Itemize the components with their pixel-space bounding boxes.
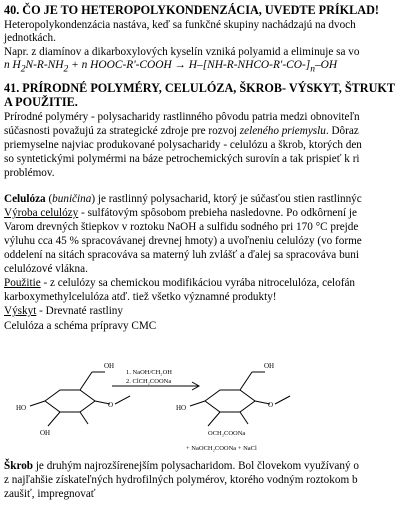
formula-subscript: 2: [63, 64, 69, 75]
text-line: Prírodné polyméry - polysacharidy rastlinného pôvodu patria medzi obnoviteľn: [4, 111, 360, 123]
text-line: zaušiť, impregnovať: [4, 488, 96, 500]
bond: [275, 396, 290, 404]
text-span: . Dôraz: [325, 125, 359, 137]
text-line: [4, 460, 359, 474]
text-line: Heteropolykondenzácia nastáva, keď sa funkčné skupiny nachádzajú na dvoch: [4, 19, 356, 31]
bond: [190, 401, 205, 406]
text-line: Celulóza a schéma prípravy CMC: [4, 320, 157, 332]
formula-part: N-R-NH: [25, 59, 64, 71]
text-line: [4, 207, 357, 221]
text-line: [4, 305, 123, 319]
bold-term: Škrob: [4, 460, 34, 472]
text-line: Napr. z diamínov a dikarboxylových kyselín vzniká polyamid a eliminuje sa vo: [4, 46, 360, 58]
bond: [240, 412, 248, 424]
text-span: - sulfátovým spôsobom prebieha nasledovne. Po odkôrnení je: [78, 207, 357, 219]
text-span: súčasnosti považujú za strategické zdroje pre rozvoj: [4, 125, 240, 137]
text-span: - z celulózy sa chemickou modifikáciou vyrába nitrocelulóza, celofán: [40, 277, 356, 289]
left-glucose-ring: [45, 390, 95, 412]
formula-subscript: n: [310, 64, 315, 75]
bond: [115, 396, 130, 404]
italic-term: zeleného priemyslu: [239, 125, 326, 137]
text-span: (: [45, 193, 53, 205]
left-ho: HO: [16, 404, 27, 412]
right-cmc-ring: [205, 390, 255, 412]
section-40-heading: 40. ČO JE TO HETEROPOLYKONDENZÁCIA, UVEDTE PRÍKLAD!: [4, 3, 379, 17]
section-41-heading-cont: A POUŽITIE.: [4, 95, 78, 109]
text-line: výluhu cca 45 % spracovávanej drevnej hmoty) a uvoľneniu celulózy (vo forme: [4, 235, 362, 247]
bond: [48, 412, 60, 426]
cmc-reaction-scheme: [0, 334, 414, 456]
right-oh-top: OH: [264, 362, 275, 370]
underlined-term: Výskyt: [4, 305, 37, 317]
text-line: problémov.: [4, 167, 55, 179]
italic-term: buničina: [52, 193, 92, 205]
text-span: je druhým najrozšírenejším polysacharidom. Bol človekom využívaný o: [33, 460, 359, 472]
text-line: jednotkách.: [4, 32, 56, 44]
formula-part: + n HOOC-R'-COOH → H–[NH-R-NHCO-R'-CO-]: [68, 59, 311, 71]
text-line: celulózové vlákna.: [4, 263, 88, 275]
left-o-link: O: [108, 401, 114, 409]
left-oh-top: OH: [104, 362, 115, 370]
bold-term: Celulóza: [4, 193, 46, 205]
text-line: priemyselne najviac produkované polysacharidy - celulózu a škrob, ktorých den: [4, 139, 362, 151]
bond: [208, 412, 220, 426]
text-line: so syntetickými polymérmi na báze petrochemických surovín a tak prispieť k ri: [4, 153, 360, 165]
text-span: ) je rastlinný polysacharid, ktorý je súčasťou stien rastlinnýc: [91, 193, 362, 205]
text-line: [4, 277, 355, 291]
step-1-label: 1. NaOH/CH₂OH: [126, 369, 172, 376]
bond: [80, 372, 92, 390]
text-line: z najľahšie získateľných hydrofilných polymérov, ktorého vodným roztokom b: [4, 474, 358, 486]
right-carboxymethyl: OCH₂COONa: [208, 430, 246, 437]
underlined-term: Použitie: [4, 277, 41, 289]
right-ho: HO: [176, 404, 187, 412]
underlined-term: Výroba celulózy: [4, 207, 79, 219]
bond: [240, 372, 252, 390]
reaction-formula: [4, 59, 337, 77]
left-oh-bottom: OH: [40, 429, 51, 437]
bond: [30, 401, 45, 406]
section-41-heading: 41. PRÍRODNÉ POLYMÉRY, CELULÓZA, ŠKROB- VÝSKYT, ŠTRUKT: [4, 81, 395, 95]
right-o-link: O: [268, 401, 274, 409]
bond: [80, 412, 88, 424]
text-line: karboxymethylcelulóza atď. tiež všetko významné produkty!: [4, 291, 277, 303]
text-line: Varom drevných štiepkov v roztoku NaOH a sulfidu sodného pri 170 °C prejde: [4, 221, 359, 233]
text-line: [4, 125, 359, 139]
text-line: [4, 193, 362, 207]
formula-subscript: 2: [20, 64, 26, 75]
formula-part: –OH: [314, 59, 338, 71]
text-line: oddelení na sitách spracováva sa materný luh zvlášť a ďalej sa spracováva buni: [4, 249, 359, 261]
step-2-label: 2. ClCH₂COONa: [126, 378, 172, 385]
text-span: - Drevnaté rastliny: [36, 305, 123, 317]
byproducts-label: + NaOCH₂COONa + NaCl: [186, 445, 257, 452]
formula-part: n H: [4, 59, 21, 71]
